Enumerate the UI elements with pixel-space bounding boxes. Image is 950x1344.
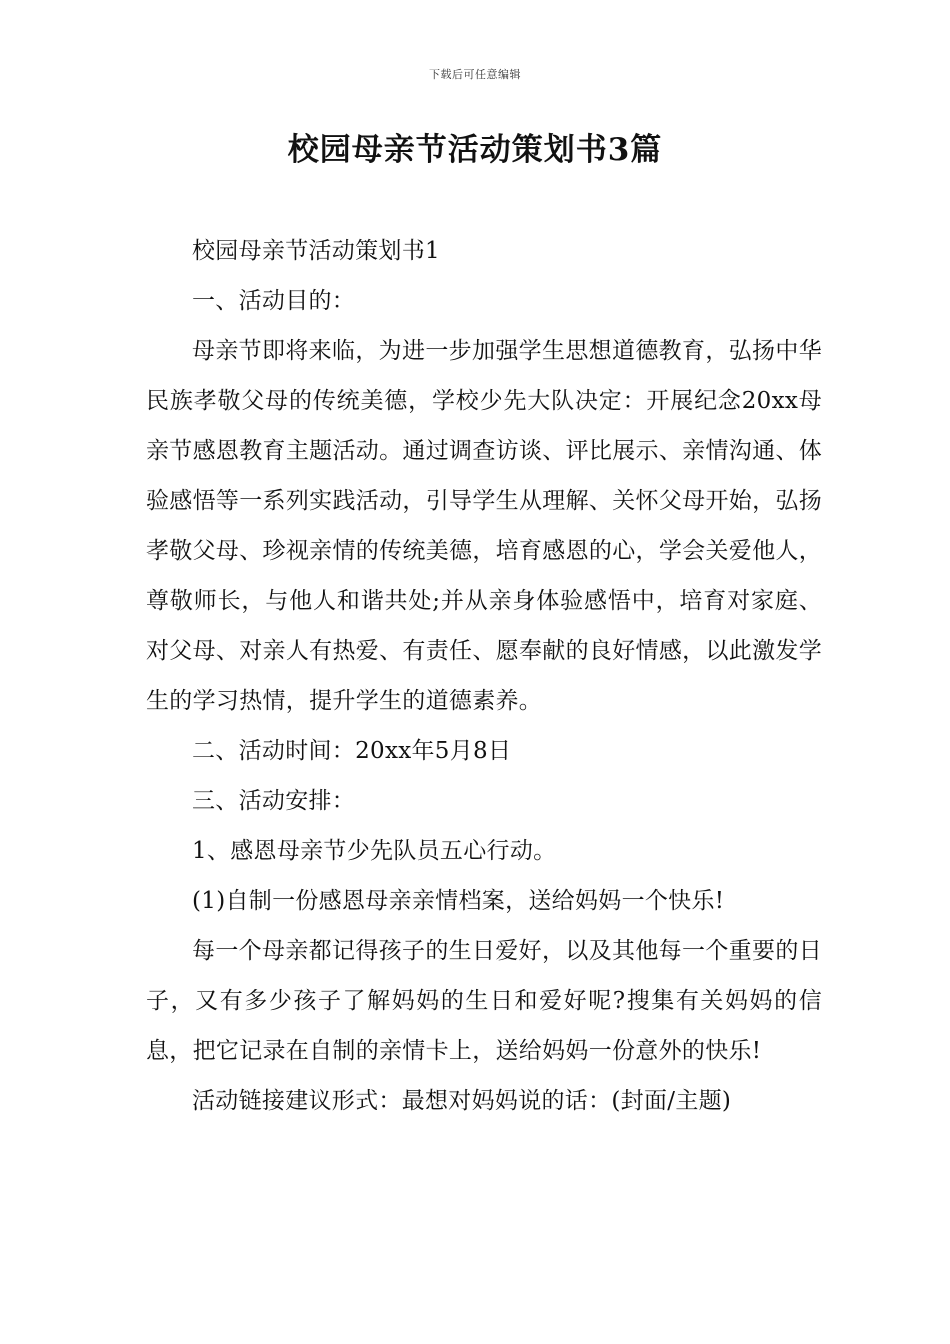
paragraph-time: 二、活动时间：20xx年5月8日 xyxy=(192,738,512,764)
document-body xyxy=(146,226,822,1126)
paragraph-item-1: 1、感恩母亲节少先队员五心行动。 xyxy=(192,838,557,864)
header-note: 下载后可任意编辑 xyxy=(429,68,521,81)
paragraph-purpose-heading: 一、活动目的： xyxy=(192,288,356,314)
document-title: 校园母亲节活动策划书3篇 xyxy=(287,132,663,168)
paragraph-item-1-1: (1)自制一份感恩母亲亲情档案，送给妈妈一个快乐! xyxy=(192,888,725,914)
paragraph-section-heading: 校园母亲节活动策划书1 xyxy=(192,238,440,264)
paragraph-item-1-1-body: 每一个母亲都记得孩子的生日爱好，以及其他每一个重要的日子，又有多少孩子了解妈妈的生日和爱好呢?搜集有关妈妈的信息，把它记录在自制的亲情卡上，送给妈妈一份意外的快乐! xyxy=(146,938,822,1064)
paragraph-purpose-body: 母亲节即将来临，为进一步加强学生思想道德教育，弘扬中华民族孝敬父母的传统美德，学校少先大队决定：开展纪念20xx母亲节感恩教育主题活动。通过调查访谈、评比展示、亲情沟通、体验感悟等一系列实践活动，引导学生从理解、关怀父母开始，弘扬孝敬父母、珍视亲情的传统美德，培育感恩的心，学会关爱他人，尊敬师长，与他人和谐共处;并从亲身体验感悟中，培育对家庭、对父母、对亲人有热爱、有责任、愿奉献的良好情感，以此激发学生的学习热情，提升学生的道德素养。 xyxy=(146,338,822,714)
paragraph-activity-link: 活动链接建议形式：最想对妈妈说的话：(封面/主题) xyxy=(192,1088,732,1114)
paragraph-arrangement-heading: 三、活动安排： xyxy=(192,788,356,814)
